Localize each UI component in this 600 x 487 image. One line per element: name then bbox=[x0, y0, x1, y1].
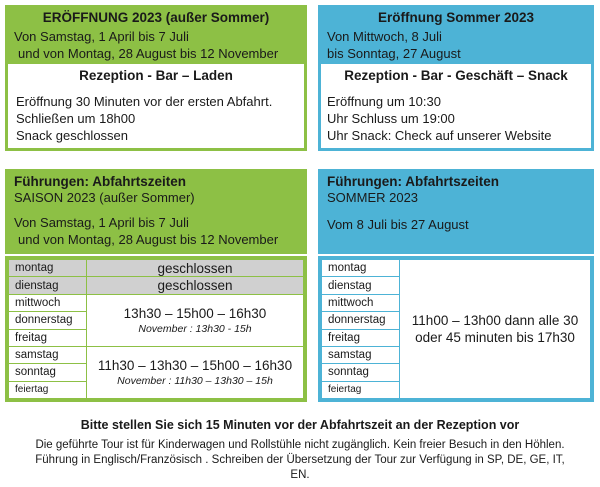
summer-times-line2: oder 45 minuten bis 17h30 bbox=[415, 330, 575, 345]
section-title: Rezeption - Bar – Laden bbox=[79, 68, 233, 83]
day-cell: montag bbox=[9, 260, 87, 277]
day-cell: freitag bbox=[322, 329, 400, 346]
info-line: Eröffnung um 10:30 bbox=[327, 94, 441, 109]
season-label: SOMMER 2023 bbox=[327, 190, 419, 205]
table-row bbox=[9, 260, 304, 277]
footer-notes bbox=[10, 438, 590, 483]
day-cell: sonntag bbox=[9, 364, 87, 381]
day-cell: samstag bbox=[322, 346, 400, 363]
schedule-table-summer bbox=[318, 256, 594, 402]
day-cell: montag bbox=[322, 260, 400, 277]
summer-times-line1: 11h00 – 13h00 dann alle 30 bbox=[411, 313, 579, 328]
day-cell: feiertag bbox=[322, 381, 400, 398]
tours-panel-offseason bbox=[5, 169, 307, 254]
reception-box bbox=[321, 64, 591, 148]
schedule-table-offseason bbox=[5, 256, 307, 402]
date-range-line1: Von Samstag, 1 April bis 7 Juli bbox=[14, 29, 189, 44]
weekend-times: 11h30 – 13h30 – 15h00 – 16h30 bbox=[97, 357, 293, 373]
table-row bbox=[322, 260, 591, 277]
date-range-line2: bis Sonntag, 27 August bbox=[327, 46, 461, 61]
summer-times-cell bbox=[400, 260, 591, 399]
date-range-line2: und von Montag, 28 August bis 12 November bbox=[18, 46, 279, 61]
closed-cell: geschlossen bbox=[87, 260, 304, 277]
panel-title: Führungen: Abfahrtszeiten bbox=[14, 174, 186, 189]
info-line: Snack geschlossen bbox=[16, 128, 129, 143]
info-line: Uhr Schluss um 19:00 bbox=[327, 111, 455, 126]
table-row bbox=[9, 346, 304, 363]
info-line: Uhr Snack: Check auf unserer Website bbox=[327, 128, 552, 143]
date-range-line1: Von Mittwoch, 8 Juli bbox=[327, 29, 442, 44]
day-cell: donnerstag bbox=[9, 312, 87, 329]
info-line: Schließen um 18h00 bbox=[16, 111, 136, 126]
closed-cell: geschlossen bbox=[87, 277, 304, 294]
table-row bbox=[9, 294, 304, 311]
date-range-line1: Vom 8 Juli bis 27 August bbox=[327, 217, 469, 232]
footer-line: Die geführte Tour ist für Kinderwagen und Rollstühle nicht zugänglich. Kein freier Besuch in den Höhlen. bbox=[35, 439, 565, 451]
day-cell: dienstag bbox=[9, 277, 87, 294]
weekday-times: 13h30 – 15h00 – 16h30 bbox=[123, 305, 267, 321]
tours-panel-summer bbox=[318, 169, 594, 254]
weekday-times-cell bbox=[87, 294, 304, 346]
day-cell: feiertag bbox=[9, 381, 87, 398]
weekday-november-times: November : 13h30 - 15h bbox=[138, 322, 252, 335]
table-row bbox=[9, 277, 304, 294]
day-cell: sonntag bbox=[322, 364, 400, 381]
opening-panel-summer bbox=[318, 5, 594, 151]
date-range-line2: und von Montag, 28 August bis 12 November bbox=[18, 232, 279, 247]
schedule-table bbox=[8, 259, 304, 399]
day-cell: mittwoch bbox=[9, 294, 87, 311]
arrival-notice: Bitte stellen Sie sich 15 Minuten vor der Abfahrtszeit an der Rezeption vor bbox=[80, 418, 520, 432]
season-label: SAISON 2023 (außer Sommer) bbox=[14, 190, 195, 205]
day-cell: donnerstag bbox=[322, 312, 400, 329]
schedule-table bbox=[321, 259, 591, 399]
day-cell: freitag bbox=[9, 329, 87, 346]
panel-title: ERÖFFNUNG 2023 (außer Sommer) bbox=[42, 10, 270, 25]
footer-line: Führung in Englisch/Französisch . Schreiben der Übersetzung der Tour zur Verfügung in SP, DE, GE, IT, bbox=[35, 454, 565, 466]
day-cell: samstag bbox=[9, 346, 87, 363]
weekend-november-times: November : 11h30 – 13h30 – 15h bbox=[117, 374, 273, 387]
reception-box bbox=[8, 64, 304, 148]
weekend-times-cell bbox=[87, 346, 304, 398]
section-title: Rezeption - Bar - Geschäft – Snack bbox=[344, 68, 568, 83]
info-line: Eröffnung 30 Minuten vor der ersten Abfahrt. bbox=[16, 94, 273, 109]
day-cell: mittwoch bbox=[322, 294, 400, 311]
panel-title: Führungen: Abfahrtszeiten bbox=[327, 174, 499, 189]
panel-title: Eröffnung Sommer 2023 bbox=[377, 10, 535, 25]
day-cell: dienstag bbox=[322, 277, 400, 294]
opening-panel-offseason bbox=[5, 5, 307, 151]
date-range-line1: Von Samstag, 1 April bis 7 Juli bbox=[14, 215, 189, 230]
footer-line: EN. bbox=[290, 469, 310, 481]
